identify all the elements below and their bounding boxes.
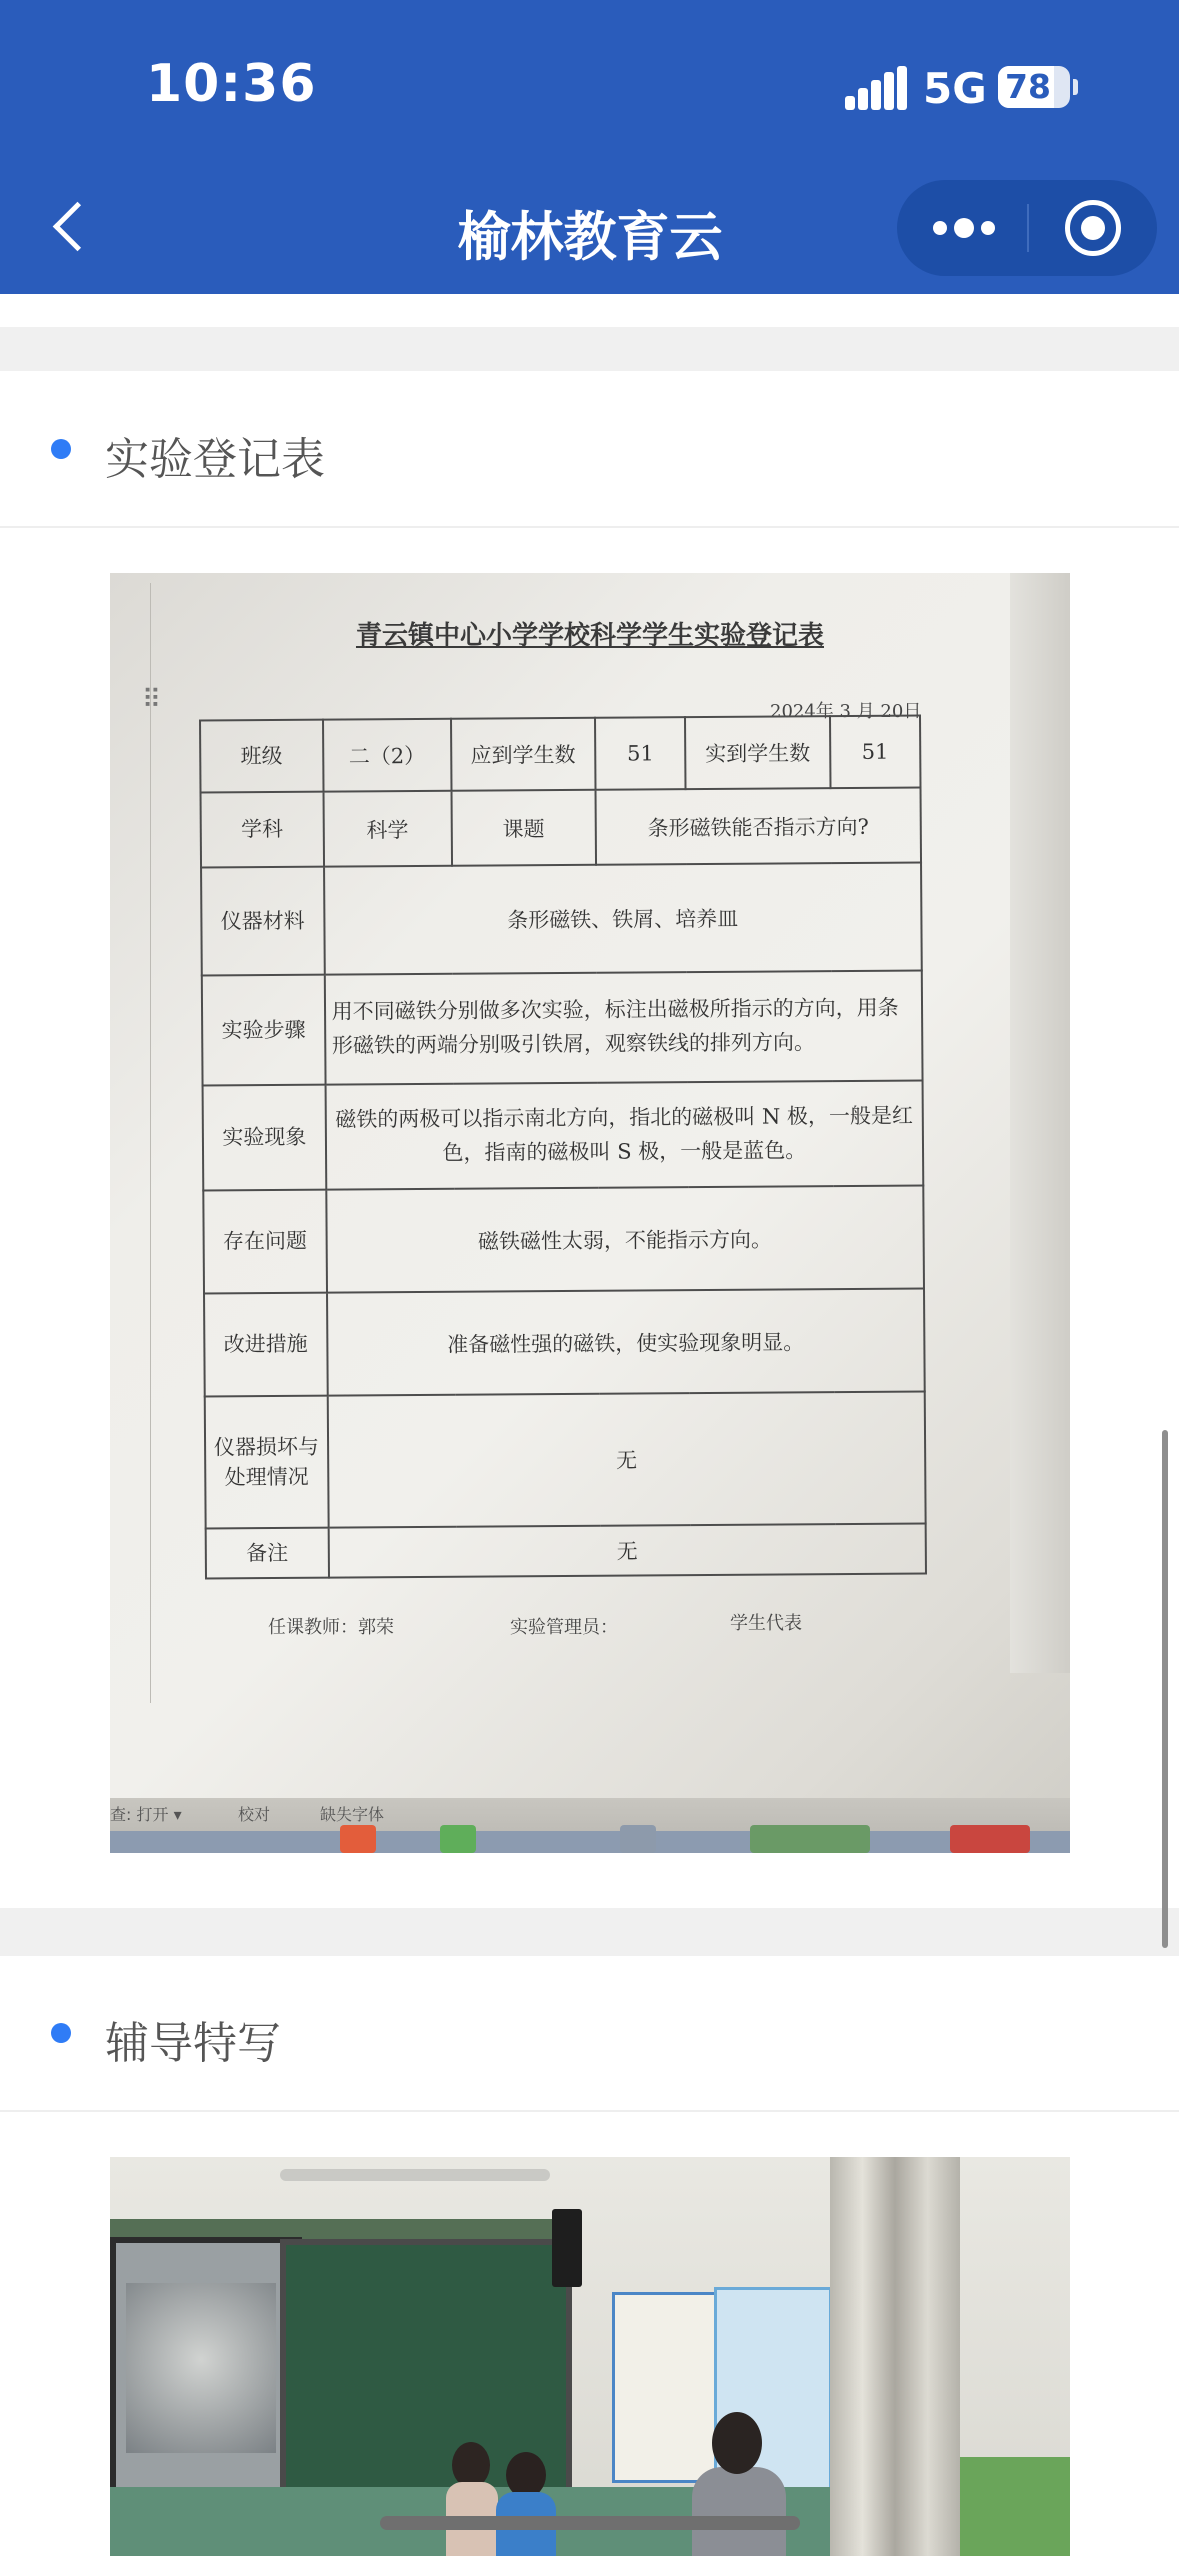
- classroom-photo[interactable]: [110, 2157, 1070, 2556]
- footer-manager: 实验管理员：: [510, 1617, 618, 1638]
- footer-teacher: 任课教师：郭荣: [268, 1617, 394, 1638]
- photo-door: [960, 2457, 1070, 2556]
- table-cell: 改进措施: [204, 1293, 327, 1397]
- photo-light: [280, 2169, 550, 2181]
- table-cell: 准备磁性强的磁铁，使实验现象明显。: [327, 1288, 925, 1395]
- table-cell: 科学: [323, 791, 452, 867]
- table-cell: 用不同磁铁分别做多次实验，标注出磁极所指示的方向，用条形磁铁的两端分别吸引铁屑，观察铁线的排列方向。: [324, 970, 922, 1084]
- photo-teacher: [680, 2412, 790, 2556]
- divider: [0, 2110, 1179, 2112]
- battery-level: 78: [1005, 67, 1051, 106]
- app-icon: [440, 1825, 476, 1853]
- photo-screen: [110, 2237, 302, 2499]
- table-cell: 实验现象: [203, 1085, 326, 1191]
- photo-shadow: [1010, 573, 1070, 1673]
- table-cell: 无: [327, 1391, 925, 1527]
- footer-student-rep: 学生代表: [730, 1613, 802, 1634]
- section-gap: [0, 1908, 1179, 1956]
- table-cell: 实到学生数: [685, 716, 830, 789]
- back-button[interactable]: [40, 193, 100, 263]
- network-type: 5G: [923, 64, 987, 113]
- table-cell: 实验步骤: [202, 975, 325, 1086]
- page-title: 榆林教育云: [457, 207, 723, 268]
- table-cell: 学科: [201, 792, 324, 868]
- document-date: 2024年 3 月 20日: [770, 701, 922, 722]
- table-cell: 课题: [451, 790, 596, 866]
- app-icon: [950, 1825, 1030, 1853]
- table-cell: 磁铁的两极可以指示南北方向，指北的磁极叫 N 极，一般是红色，指南的磁极叫 S 极，一般是蓝色。: [325, 1080, 923, 1189]
- photo-student: [490, 2452, 560, 2556]
- drag-handle-icon: ⠿: [142, 685, 162, 715]
- table-cell: 条形磁铁、铁屑、培养皿: [324, 862, 922, 974]
- app-icon: [750, 1825, 870, 1853]
- section-title: 辅导特写: [105, 2018, 281, 2069]
- table-cell: 无: [328, 1523, 926, 1577]
- register-table: [199, 714, 927, 1579]
- table-cell: 存在问题: [203, 1190, 326, 1294]
- toolbar-proofread: 校对: [238, 1805, 271, 1824]
- app-icon: [620, 1825, 656, 1853]
- section-title: 实验登记表: [105, 434, 325, 485]
- taskbar: [110, 1831, 1070, 1853]
- toolbar-open: 查: 打开 ▾: [110, 1805, 182, 1824]
- status-time: 10:36: [146, 54, 317, 114]
- toolbar-missing-font: 缺失字体: [320, 1805, 385, 1824]
- home-indicator[interactable]: [380, 2516, 800, 2530]
- miniprogram-capsule: [897, 180, 1157, 276]
- table-cell: 仪器损坏与处理情况: [205, 1396, 329, 1529]
- photo-curtain: [830, 2157, 960, 2556]
- close-miniprogram-button[interactable]: [1065, 200, 1121, 256]
- signal-icon: [845, 66, 907, 110]
- table-cell: 51: [595, 717, 686, 790]
- bullet-dot-icon: [51, 439, 71, 459]
- app-icon: [340, 1825, 376, 1853]
- table-cell: 二（2）: [323, 719, 452, 792]
- scrollbar[interactable]: [1162, 1430, 1168, 1948]
- more-dots-icon: [933, 221, 947, 235]
- top-bar: [0, 0, 1179, 294]
- divider: [0, 526, 1179, 528]
- section-header-register: [0, 373, 1179, 523]
- bullet-dot-icon: [51, 2023, 71, 2043]
- table-cell: 备注: [206, 1528, 329, 1579]
- section-gap: [0, 327, 1179, 371]
- capsule-divider: [1027, 204, 1029, 252]
- table-cell: 条形磁铁能否指示方向?: [595, 787, 921, 864]
- experiment-register-photo[interactable]: [110, 573, 1070, 1853]
- battery-icon: [998, 66, 1070, 108]
- table-cell: 51: [830, 715, 921, 788]
- table-cell: 磁铁磁性太弱，不能指示方向。: [326, 1185, 924, 1292]
- more-button[interactable]: [925, 208, 1005, 248]
- table-cell: 班级: [200, 720, 323, 793]
- section-header-tutoring: [0, 1957, 1179, 2107]
- document-title: 青云镇中心小学学校科学学生实验登记表: [355, 621, 824, 651]
- table-cell: 应到学生数: [451, 718, 596, 791]
- photo-speaker: [552, 2209, 582, 2287]
- table-cell: 仪器材料: [201, 867, 324, 976]
- battery-cap: [1073, 79, 1078, 95]
